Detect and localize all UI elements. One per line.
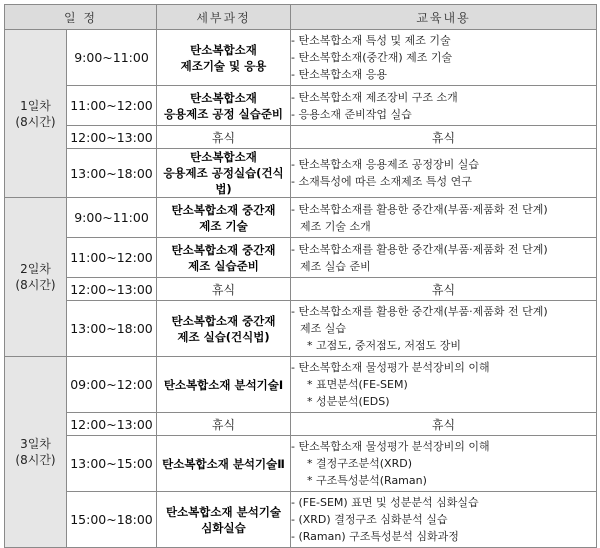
time-cell: 9:00~11:00 xyxy=(67,30,157,86)
time-cell: 09:00~12:00 xyxy=(67,357,157,413)
day-label: 2일차 xyxy=(20,262,51,276)
course-title xyxy=(157,301,291,357)
table-row xyxy=(5,149,597,198)
day-cell xyxy=(5,357,67,548)
day-cell xyxy=(5,30,67,198)
time-cell: 11:00~12:00 xyxy=(67,86,157,126)
content-line: - 응용소재 준비작업 실습 xyxy=(291,107,412,121)
table-row-break xyxy=(5,278,597,301)
course-title xyxy=(157,357,291,413)
day-hours: (8시간) xyxy=(15,278,56,292)
course-title-line: 탄소복합소재 중간재 xyxy=(171,313,276,328)
schedule-table xyxy=(4,4,597,548)
break-title: 휴식 xyxy=(157,413,291,436)
break-content: 휴식 xyxy=(291,278,597,301)
course-title-line: 탄소복합소재 분석기술Ⅱ xyxy=(162,456,285,471)
table-row xyxy=(5,301,597,357)
course-title-line: 제조 실습준비 xyxy=(188,258,259,273)
content-line: - (Raman) 구조특성분석 심화과정 xyxy=(291,530,459,543)
course-title xyxy=(157,436,291,492)
table-row xyxy=(5,198,597,238)
time-cell: 13:00~15:00 xyxy=(67,436,157,492)
content-line: * 성분분석(EDS) xyxy=(307,395,390,408)
table-row-break xyxy=(5,126,597,149)
course-title xyxy=(157,492,291,548)
time-cell: 11:00~12:00 xyxy=(67,238,157,278)
day-label: 1일차 xyxy=(20,98,51,113)
course-title-line: 탄소복합소재 분석기술 xyxy=(165,504,282,519)
course-title-line: 제조 실습(건식법) xyxy=(177,329,270,344)
content-line: - 탄소복합소재 물성평가 분석장비의 이해 xyxy=(291,361,490,374)
course-title xyxy=(157,238,291,278)
course-title-line: 탄소복합소재 xyxy=(190,42,257,57)
table-row xyxy=(5,436,597,492)
content-line: 제조 실습 준비 xyxy=(300,259,371,273)
content-line: - 탄소복합소재 제조장비 구조 소개 xyxy=(291,90,458,104)
course-title xyxy=(157,30,291,86)
table-row xyxy=(5,30,597,86)
content-cell xyxy=(291,436,597,492)
course-title-line: 응용제조 공정 실습준비 xyxy=(163,106,284,121)
course-title-line: 심화실습 xyxy=(201,520,246,535)
day-hours: (8시간) xyxy=(15,114,56,129)
day-hours: (8시간) xyxy=(15,453,56,467)
header-content: 교육내용 xyxy=(291,5,597,30)
content-line: - 소재특성에 따른 소재제조 특성 연구 xyxy=(291,175,472,188)
content-line: - 탄소복합소재 물성평가 분석장비의 이해 xyxy=(291,440,490,453)
course-title xyxy=(157,86,291,126)
course-title-line: 제조기술 및 응용 xyxy=(180,58,267,73)
content-line: - 탄소복합소재(중간재) 제조 기술 xyxy=(291,51,453,64)
time-cell: 13:00~18:00 xyxy=(67,149,157,198)
content-cell xyxy=(291,492,597,548)
header-detail: 세부과정 xyxy=(157,5,291,30)
day-cell xyxy=(5,198,67,357)
time-cell: 12:00~13:00 xyxy=(67,278,157,301)
course-title-line: 탄소복합소재 중간재 xyxy=(171,242,276,257)
time-cell: 15:00~18:00 xyxy=(67,492,157,548)
header-day: 일 정 xyxy=(5,5,157,30)
content-line: - 탄소복합소재를 활용한 중간재(부품·제품화 전 단계) xyxy=(291,305,548,318)
break-content: 휴식 xyxy=(291,126,597,149)
content-line: 제조 기술 소개 xyxy=(300,219,371,233)
course-title-line: 응용제조 공정실습(건식법) xyxy=(163,166,284,196)
content-line: * 고점도, 중저점도, 저점도 장비 xyxy=(307,339,461,352)
course-title xyxy=(157,149,291,198)
content-line: - 탄소복합소재 응용 xyxy=(291,68,387,81)
content-cell xyxy=(291,86,597,126)
time-cell: 13:00~18:00 xyxy=(67,301,157,357)
table-row xyxy=(5,238,597,278)
table-row-break xyxy=(5,413,597,436)
course-title-line: 탄소복합소재 분석기술Ⅰ xyxy=(163,377,284,392)
course-title-line: 제조 기술 xyxy=(199,218,248,233)
content-cell xyxy=(291,301,597,357)
content-line: - (FE-SEM) 표면 및 성분분석 심화실습 xyxy=(291,496,479,509)
course-title xyxy=(157,198,291,238)
time-cell: 12:00~13:00 xyxy=(67,126,157,149)
table-row xyxy=(5,492,597,548)
content-line: - 탄소복합소재를 활용한 중간재(부품·제품화 전 단계) xyxy=(291,242,548,256)
content-line: * 결정구조분석(XRD) xyxy=(307,457,412,470)
content-cell xyxy=(291,357,597,413)
time-cell: 9:00~11:00 xyxy=(67,198,157,238)
course-title-line: 탄소복합소재 중간재 xyxy=(171,202,276,217)
table-row xyxy=(5,86,597,126)
content-line: 제조 실습 xyxy=(300,322,347,335)
course-title-line: 탄소복합소재 xyxy=(190,150,257,164)
course-title-line: 탄소복합소재 xyxy=(190,90,257,105)
table-row xyxy=(5,357,597,413)
break-title: 휴식 xyxy=(157,278,291,301)
schedule-sheet xyxy=(4,4,596,548)
break-content: 휴식 xyxy=(291,413,597,436)
content-line: * 구조특성분석(Raman) xyxy=(307,474,427,487)
day-label: 3일차 xyxy=(20,437,51,451)
content-line: - 탄소복합소재를 활용한 중간재(부품·제품화 전 단계) xyxy=(291,202,548,216)
content-line: * 표면분석(FE-SEM) xyxy=(307,378,408,391)
header-row xyxy=(5,5,597,30)
content-line: - 탄소복합소재 특성 및 제조 기술 xyxy=(291,34,451,47)
content-cell xyxy=(291,198,597,238)
break-title: 휴식 xyxy=(157,126,291,149)
content-cell xyxy=(291,238,597,278)
content-cell xyxy=(291,149,597,198)
content-line: - (XRD) 결정구조 심화분석 실습 xyxy=(291,513,448,526)
time-cell: 12:00~13:00 xyxy=(67,413,157,436)
content-cell xyxy=(291,30,597,86)
content-line: - 탄소복합소재 응용제조 공정장비 실습 xyxy=(291,158,479,171)
